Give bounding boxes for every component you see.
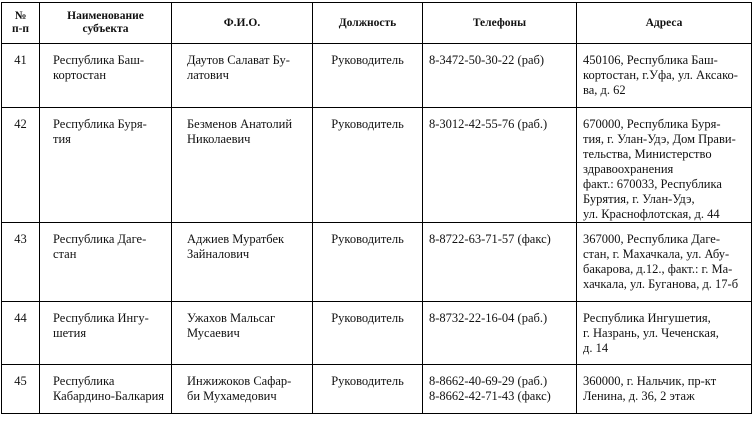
header-fio: Ф.И.О. xyxy=(172,3,313,44)
row-num: 45 xyxy=(2,365,40,414)
row-phones: 8-8662-40-69-29 (раб.) 8-8662-42-71-43 (факс) xyxy=(423,365,577,414)
row-address: 367000, Республика Даге- стан, г. Махачкала, ул. Абу- бакарова, д.12., факт.: г. Ма- хачкала, ул. Буганова, д. 17-б xyxy=(577,223,752,302)
row-num: 41 xyxy=(2,44,40,108)
header-address: Адреса xyxy=(577,3,752,44)
row-address: 670000, Республика Буря- тия, г. Улан-Удэ, Дом Прави- тельства, Министерство здравоохранения факт.: 670033, Республика Бурятия, г. Улан-Удэ, ул. Краснофлотская, д. 44 xyxy=(577,108,752,223)
row-address: 360000, г. Нальчик, пр-кт Ленина, д. 36, 2 этаж xyxy=(577,365,752,414)
row-phones: 8-8732-22-16-04 (раб.) xyxy=(423,302,577,365)
row-fio: Даутов Салават Бу- латович xyxy=(172,44,313,108)
row-num: 42 xyxy=(2,108,40,223)
row-address: 450106, Республика Баш- кортостан, г.Уфа, ул. Аксако- ва, д. 62 xyxy=(577,44,752,108)
row-position: Руководитель xyxy=(313,365,423,414)
header-num: № п-п xyxy=(2,3,40,44)
header-subject: Наименование субъекта xyxy=(40,3,172,44)
table-row xyxy=(2,223,752,302)
table-row xyxy=(2,365,752,414)
row-subject: Республика Баш- кортостан xyxy=(40,44,172,108)
row-subject: Республика Буря- тия xyxy=(40,108,172,223)
row-subject: Республика Ингу- шетия xyxy=(40,302,172,365)
row-position: Руководитель xyxy=(313,108,423,223)
table-row xyxy=(2,44,752,108)
row-position: Руководитель xyxy=(313,44,423,108)
header-row xyxy=(2,3,752,44)
header-phones: Телефоны xyxy=(423,3,577,44)
table-row xyxy=(2,108,752,223)
row-fio: Инжижоков Сафар- би Мухамедович xyxy=(172,365,313,414)
row-position: Руководитель xyxy=(313,223,423,302)
contacts-table xyxy=(1,2,752,414)
row-fio: Ужахов Мальсаг Мусаевич xyxy=(172,302,313,365)
row-phones: 8-3012-42-55-76 (раб.) xyxy=(423,108,577,223)
row-address: Республика Ингушетия, г. Назрань, ул. Чеченская, д. 14 xyxy=(577,302,752,365)
row-num: 43 xyxy=(2,223,40,302)
table-row xyxy=(2,302,752,365)
row-fio: Аджиев Муратбек Зайналович xyxy=(172,223,313,302)
row-position: Руководитель xyxy=(313,302,423,365)
header-position: Должность xyxy=(313,3,423,44)
row-num: 44 xyxy=(2,302,40,365)
row-phones: 8-8722-63-71-57 (факс) xyxy=(423,223,577,302)
row-phones: 8-3472-50-30-22 (раб) xyxy=(423,44,577,108)
row-subject: Республика Кабардино-Балкария xyxy=(40,365,172,414)
row-fio: Безменов Анатолий Николаевич xyxy=(172,108,313,223)
row-subject: Республика Даге- стан xyxy=(40,223,172,302)
